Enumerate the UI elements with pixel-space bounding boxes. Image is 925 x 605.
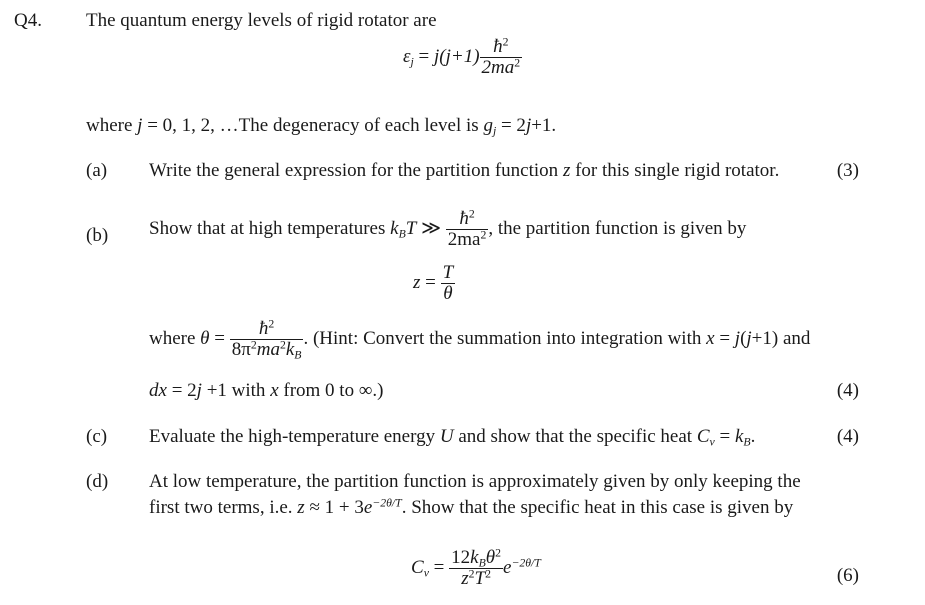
part-b-text: Show that at high temperatures $k_BT$ ≫ $\frac{ħ^2}{2ma^2}$ , the partition function is given by (149, 207, 747, 250)
part-c-label: (c) (86, 426, 108, 447)
part-d-marks: (6) (836, 565, 859, 586)
where-text: where j = 0, 1, 2, …The degeneracy of each level is $g_j = 2j+1$. (86, 115, 557, 138)
cv-fraction: $\frac{12k_B\theta^2}{z^2T^2}$ (451, 546, 501, 589)
part-c-text: Evaluate the high-temperature energy U and show that the specific heat $C_v = k_B$. (149, 426, 756, 449)
energy-fraction: $\frac{ħ^2}{2ma^2}$ (481, 35, 521, 78)
part-a-text: Write the general expression for the partition function z for this single rigid rotator. (149, 160, 780, 181)
epsilon-symbol: ε (403, 45, 411, 67)
part-a-marks: (3) (836, 160, 859, 181)
energy-formula: $\varepsilon_j = j(j+1)$ $\frac{ħ^2}{2ma^2}$ (403, 35, 521, 78)
theta-fraction: $\frac{ħ^2}{8\pi^2ma^2k_B}$ (231, 317, 302, 362)
high-temp-fraction: $\frac{ħ^2}{2ma^2}$ (447, 207, 487, 250)
dx-text: dx = 2j +1 with x from 0 to ∞.) (149, 380, 384, 401)
part-a-label: (a) (86, 160, 108, 181)
cv-formula: $C_v$ = $\frac{12k_B\theta^2}{z^2T^2}$ $e^{-2\theta/T}$ (411, 546, 541, 589)
part-b-marks: (4) (836, 380, 859, 401)
part-c-marks: (4) (836, 426, 859, 447)
part-d-label: (d) (86, 471, 109, 492)
part-d-line1: At low temperature, the partition function is approximately given by only keeping the (149, 471, 801, 492)
question-intro: The quantum energy levels of rigid rotator are (86, 10, 437, 31)
question-number: Q4. (14, 10, 42, 31)
theta-definition: where θ = $\frac{ħ^2}{8\pi^2ma^2k_B}$ . (Hint: Convert the summation into integration with x = j(j+1) and (149, 317, 811, 362)
z-formula: z = $\frac{T}{\theta}$ (413, 262, 454, 304)
part-b-label: (b) (86, 225, 109, 246)
part-d-line2: first two terms, i.e. $z \approx 1 + 3e^{-2\theta/T}$. Show that the specific heat in this case is given by (149, 496, 794, 518)
